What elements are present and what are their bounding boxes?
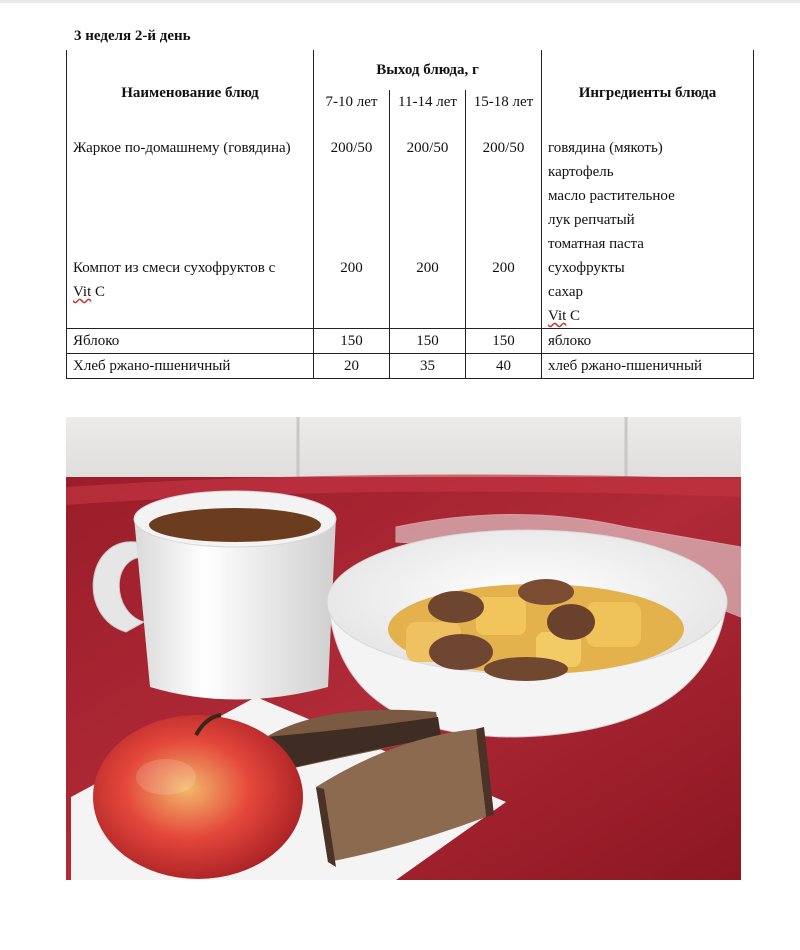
- output-15-18: 200/50: [466, 136, 542, 256]
- header-age-11-14: 11-14 лет: [390, 90, 466, 136]
- table-row: [67, 329, 754, 354]
- dish-name-text: Компот из смеси сухофруктов с: [73, 260, 276, 276]
- header-age-15-18: 15-18 лет: [466, 90, 542, 136]
- output-15-18: 40: [466, 354, 542, 379]
- page-title: 3 неделя 2-й день: [74, 28, 191, 44]
- table-row: [67, 354, 754, 379]
- dish-name: Жаркое по-домашнему (говядина): [67, 136, 314, 256]
- output-15-18: 200: [466, 256, 542, 329]
- header-output: Выход блюда, г: [314, 50, 542, 90]
- ingredient: лук репчатый: [542, 208, 754, 232]
- header-dish-name: Наименование блюд: [67, 50, 314, 136]
- top-rule: [0, 0, 800, 3]
- output-7-10: 20: [314, 354, 390, 379]
- output-7-10: 150: [314, 329, 390, 354]
- ingredient: говядина (мякоть): [542, 136, 754, 160]
- ingredient-suffix: C: [566, 308, 581, 324]
- ingredient: [542, 304, 754, 329]
- meal-photo: [66, 417, 741, 880]
- ingredient: яблоко: [542, 329, 754, 354]
- vit-text: Vit: [548, 308, 567, 324]
- ingredient: картофель: [542, 160, 754, 184]
- output-11-14: 35: [390, 354, 466, 379]
- dish-name-suffix: C: [91, 284, 106, 300]
- table-row: [67, 136, 754, 160]
- ingredient: сухофрукты: [542, 256, 754, 280]
- ingredient: томатная паста: [542, 232, 754, 256]
- output-15-18: 150: [466, 329, 542, 354]
- output-11-14: 200: [390, 256, 466, 329]
- menu-table: [66, 50, 754, 379]
- dish-name: Яблоко: [67, 329, 314, 354]
- ingredient: хлеб ржано-пшеничный: [542, 354, 754, 379]
- apple: [93, 715, 303, 879]
- dish-name: [67, 256, 314, 329]
- output-11-14: 150: [390, 329, 466, 354]
- dish-name: Хлеб ржано-пшеничный: [67, 354, 314, 379]
- ingredient: масло растительное: [542, 184, 754, 208]
- header-age-7-10: 7-10 лет: [314, 90, 390, 136]
- output-7-10: 200: [314, 256, 390, 329]
- output-7-10: 200/50: [314, 136, 390, 256]
- header-ingredients: Ингредиенты блюда: [542, 50, 754, 136]
- output-11-14: 200/50: [390, 136, 466, 256]
- ingredient: сахар: [542, 280, 754, 304]
- vit-text: Vit: [73, 284, 92, 300]
- table-row: [67, 256, 754, 280]
